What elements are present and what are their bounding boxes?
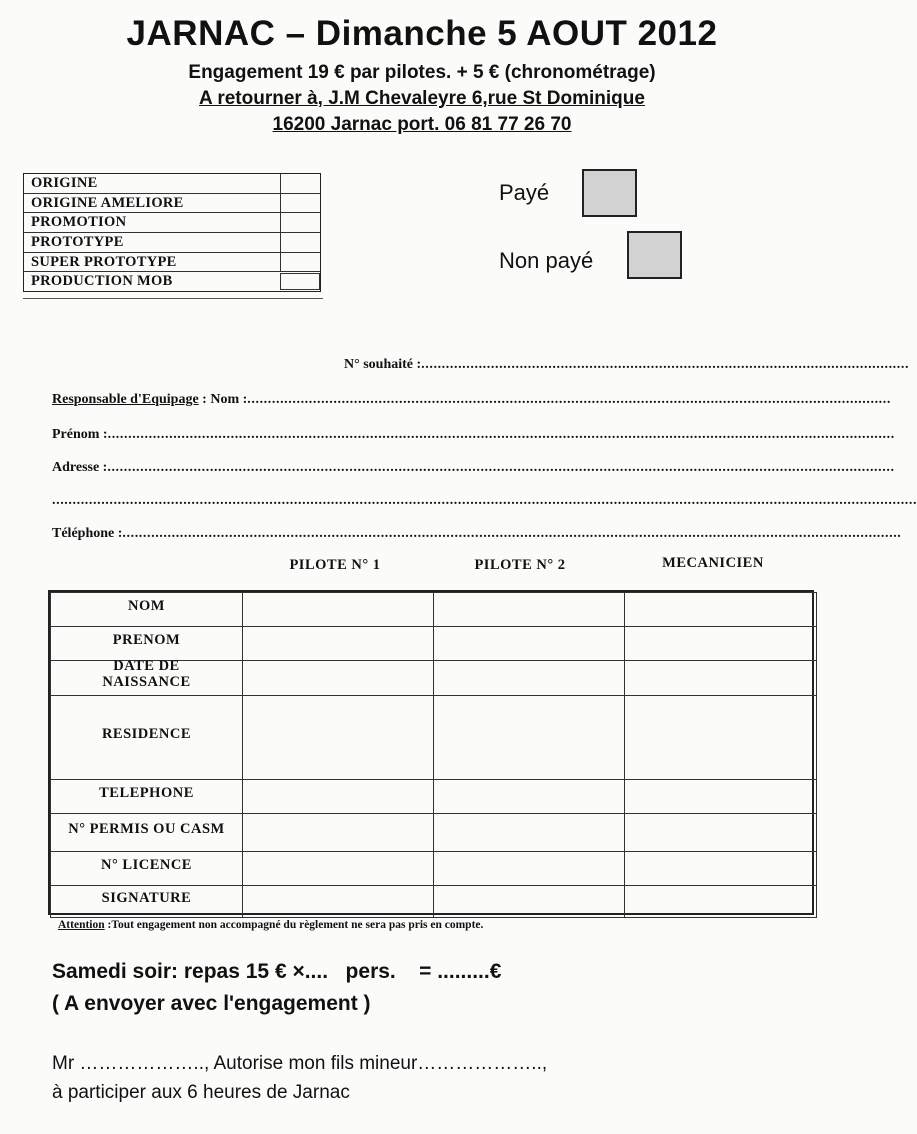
table-cell[interactable] [243, 780, 434, 814]
category-label: ORIGINE AMELIORE [31, 194, 184, 211]
dotted-line: ................................................................................................................................................................................................................... [52, 493, 917, 508]
table-cell[interactable] [434, 886, 625, 918]
dinner-line[interactable]: Samedi soir: repas 15 € ×.... pers. = .........€ [52, 960, 502, 983]
row-label-residence: RESIDENCE [51, 696, 243, 780]
dotted-line: .............................................................................................................................................................................................. [122, 526, 902, 541]
category-checkbox[interactable] [280, 273, 320, 290]
table-row [51, 593, 817, 627]
parental-authorization-line[interactable]: Mr ……………….., Autorise mon fils mineur……………….., [52, 1053, 548, 1074]
row-label-birth-date: DATE DE NAISSANCE [51, 661, 243, 696]
table-cell[interactable] [434, 627, 625, 661]
dotted-line: ............................................................................................................................................................. [247, 392, 891, 407]
table-cell[interactable] [625, 696, 817, 780]
contact-line: 16200 Jarnac port. 06 81 77 26 70 [272, 114, 572, 135]
table-row [51, 627, 817, 661]
category-label: SUPER PROTOTYPE [31, 253, 177, 270]
notice-prefix: Attention [58, 919, 105, 931]
table-cell[interactable] [625, 780, 817, 814]
category-checkbox[interactable] [280, 233, 320, 252]
phone-field[interactable] [52, 526, 902, 542]
row-label-name: NOM [51, 593, 243, 627]
table-cell[interactable] [243, 661, 434, 696]
category-row [24, 213, 320, 233]
address-label: Adresse : [52, 460, 108, 475]
table-row [51, 780, 817, 814]
dotted-line: ....................................................................................................................... [421, 357, 910, 372]
table-cell[interactable] [243, 627, 434, 661]
table-cell[interactable] [243, 593, 434, 627]
table-cell[interactable] [434, 814, 625, 852]
parental-authorization-text: à participer aux 6 heures de Jarnac [52, 1082, 350, 1103]
return-address-line: A retourner à, J.M Chevaleyre 6,rue St Dominique [199, 88, 645, 109]
column-header-mechanic: MECANICIEN [662, 555, 764, 571]
row-label-licence-number: N° LICENCE [51, 852, 243, 886]
crew-manager-label: Responsable d'Equipage [52, 392, 199, 407]
notice-text: :Tout engagement non accompagné du règlement ne sera pas pris en compte. [107, 919, 484, 931]
table-cell[interactable] [625, 852, 817, 886]
payment-notice [58, 919, 483, 931]
table-cell[interactable] [625, 593, 817, 627]
dinner-note: ( A envoyer avec l'engagement ) [52, 992, 371, 1015]
column-header-pilot-1: PILOTE N° 1 [289, 557, 381, 573]
first-name-label: Prénom : [52, 427, 108, 442]
table-row [51, 814, 817, 852]
name-label: : Nom : [202, 392, 248, 407]
table-cell[interactable] [434, 593, 625, 627]
table-cell[interactable] [434, 661, 625, 696]
table-cell[interactable] [625, 627, 817, 661]
fee-line: Engagement 19 € par pilotes. + 5 € (chronométrage) [188, 62, 656, 83]
category-label: ORIGINE [31, 175, 98, 191]
table-cell[interactable] [625, 886, 817, 918]
table-cell[interactable] [434, 696, 625, 780]
form-title: JARNAC – Dimanche 5 AOUT 2012 [126, 14, 718, 53]
category-checkbox[interactable] [280, 213, 320, 232]
table-cell[interactable] [243, 886, 434, 918]
number-label: N° souhaité : [344, 357, 422, 372]
category-label: PRODUCTION MOB [31, 273, 173, 290]
category-row [24, 253, 320, 273]
category-table [23, 173, 321, 292]
paid-checkbox[interactable] [582, 169, 637, 217]
category-checkbox[interactable] [280, 253, 320, 272]
registration-table [48, 590, 814, 915]
row-label-license-permit: N° PERMIS OU CASM [51, 814, 243, 852]
category-row [24, 233, 320, 253]
category-row [24, 272, 320, 291]
paid-label: Payé [499, 180, 550, 205]
category-row [24, 174, 320, 194]
row-label-signature: SIGNATURE [51, 886, 243, 918]
address-field[interactable] [52, 460, 895, 476]
table-row [51, 852, 817, 886]
address-field-line-2[interactable] [52, 493, 917, 509]
category-row [24, 194, 320, 214]
category-checkbox[interactable] [280, 174, 320, 193]
table-row [51, 696, 817, 780]
table-row [51, 661, 817, 696]
category-label: PROMOTION [31, 214, 127, 231]
divider [23, 298, 323, 299]
table-row [51, 886, 817, 918]
table-cell[interactable] [625, 814, 817, 852]
dotted-line: ................................................................................................................................................................................................ [107, 460, 895, 475]
table-cell[interactable] [434, 780, 625, 814]
table-cell[interactable] [243, 696, 434, 780]
row-label-telephone: TELEPHONE [51, 780, 243, 814]
column-header-pilot-2: PILOTE N° 2 [474, 557, 566, 573]
category-checkbox[interactable] [280, 194, 320, 213]
first-name-field[interactable] [52, 427, 895, 443]
row-label-first-name: PRENOM [51, 627, 243, 661]
unpaid-checkbox[interactable] [627, 231, 682, 279]
table-cell[interactable] [243, 814, 434, 852]
table-cell[interactable] [243, 852, 434, 886]
number-field[interactable] [344, 357, 910, 373]
dotted-line: ................................................................................................................................................................................................ [107, 427, 895, 442]
table-cell[interactable] [434, 852, 625, 886]
category-label: PROTOTYPE [31, 234, 124, 251]
unpaid-label: Non payé [499, 248, 594, 273]
crew-name-field[interactable] [52, 392, 891, 408]
phone-label: Téléphone : [52, 526, 123, 541]
table-cell[interactable] [625, 661, 817, 696]
